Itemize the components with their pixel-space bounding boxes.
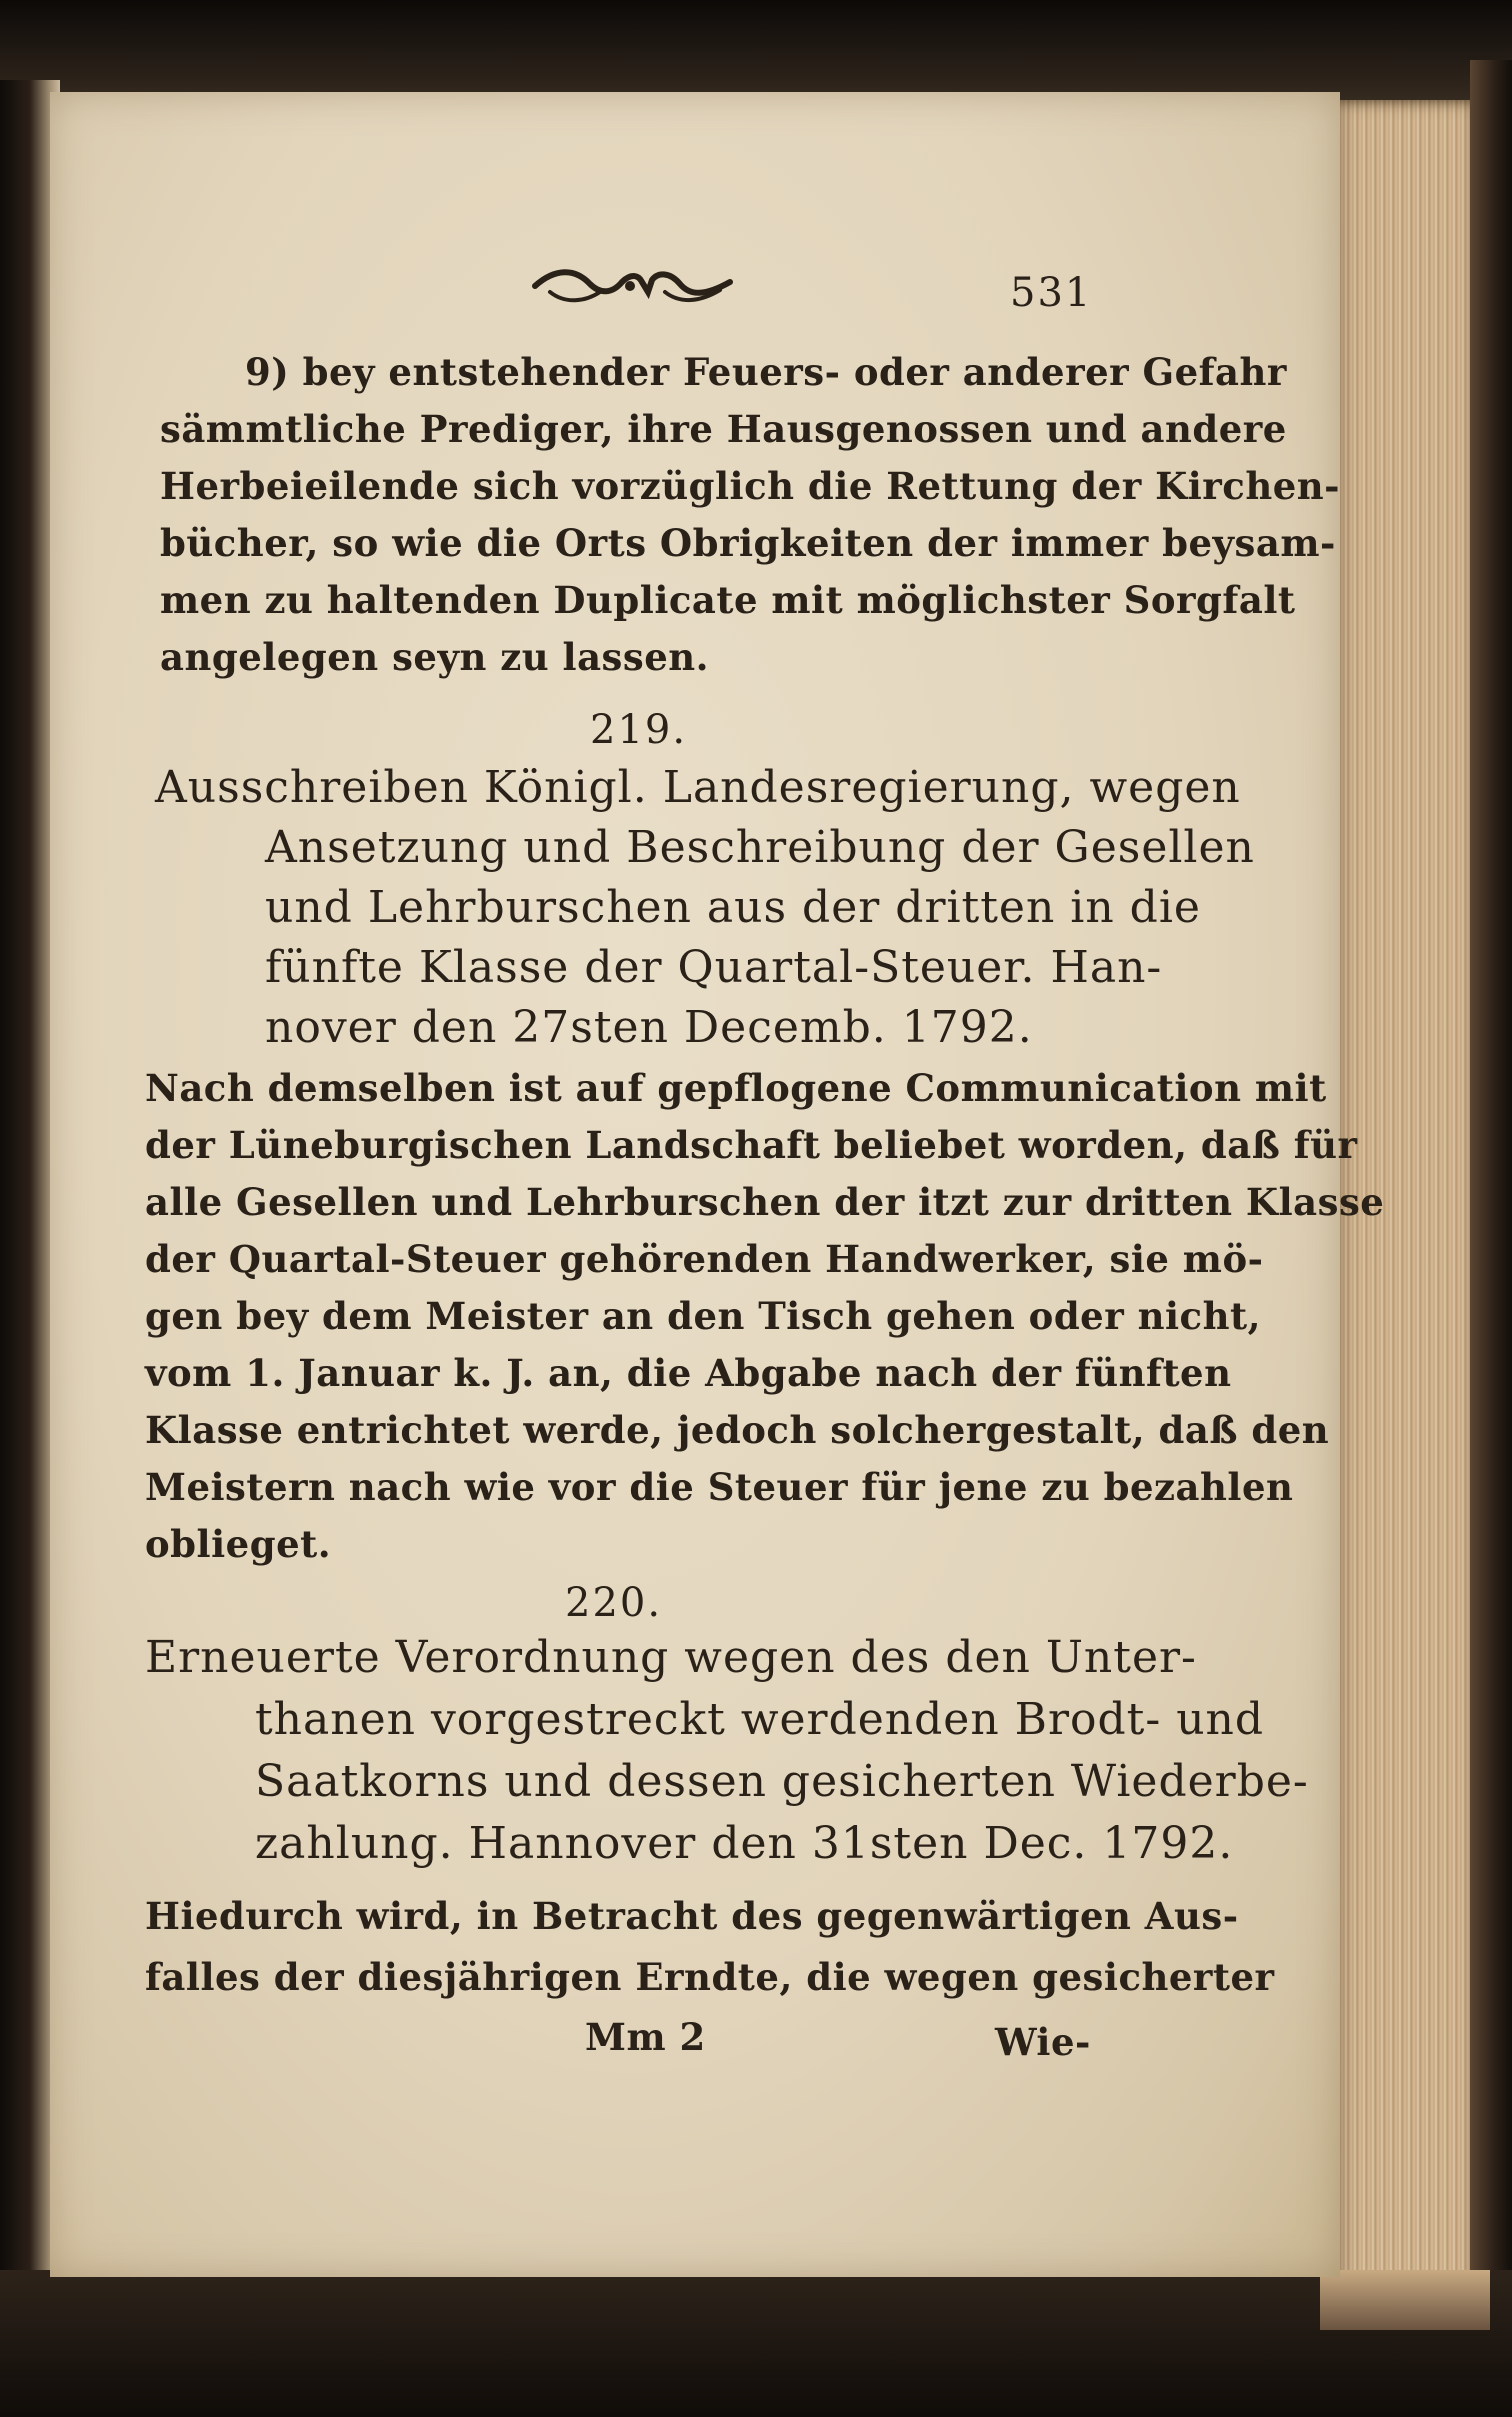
catchword: Wie-	[995, 2020, 1091, 2064]
signature-mark: Mm 2	[585, 2015, 706, 2059]
text-line: Nach demselben ist auf gepflogene Communication mit	[145, 1066, 1327, 1110]
text-line: alle Gesellen und Lehrburschen der itzt zur dritten Klasse	[145, 1180, 1385, 1224]
text-line: falles der diesjährigen Erndte, die wegen gesicherter	[145, 1955, 1275, 1999]
section-heading-line: nover den 27sten Decemb. 1792.	[265, 1002, 1033, 1053]
section-number: 220.	[565, 1580, 663, 1626]
section-heading-line: Erneuerte Verordnung wegen des den Unter-	[145, 1632, 1197, 1683]
section-heading-line: thanen vorgestreckt werdenden Brodt- und	[255, 1694, 1265, 1745]
text-line: oblieget.	[145, 1522, 332, 1566]
text-line: der Lüneburgischen Landschaft beliebet worden, daß für	[145, 1123, 1358, 1167]
text-line: sämmtliche Prediger, ihre Hausgenossen und andere	[160, 407, 1287, 451]
text-line: Herbeieilende sich vorzüglich die Rettung der Kirchen-	[160, 464, 1341, 508]
text-line: bücher, so wie die Orts Obrigkeiten der immer beysam-	[160, 521, 1336, 565]
section-heading-line: Ansetzung und Beschreibung der Gesellen	[265, 822, 1255, 873]
section-heading-line: Ausschreiben Königl. Landesregierung, wegen	[155, 762, 1241, 813]
section-number: 219.	[590, 707, 688, 753]
text-line: gen bey dem Meister an den Tisch gehen oder nicht,	[145, 1294, 1261, 1338]
text-line: vom 1. Januar k. J. an, die Abgabe nach der fünften	[145, 1351, 1232, 1395]
text-line: Klasse entrichtet werde, jedoch solchergestalt, daß den	[145, 1408, 1330, 1452]
book-cover-edge	[1470, 60, 1512, 2417]
text-line: 9) bey entstehender Feuers- oder anderer Gefahr	[245, 350, 1287, 394]
section-heading-line: zahlung. Hannover den 31sten Dec. 1792.	[255, 1818, 1234, 1869]
text-line: Meistern nach wie vor die Steuer für jene zu bezahlen	[145, 1465, 1294, 1509]
section-heading-line: fünfte Klasse der Quartal-Steuer. Han-	[265, 942, 1163, 993]
ornament-icon	[530, 262, 735, 310]
book-bottom-edge	[0, 2270, 1512, 2417]
text-line: men zu haltenden Duplicate mit möglichster Sorgfalt	[160, 578, 1296, 622]
page-stack-bottom	[1320, 2270, 1490, 2330]
section-heading-line: Saatkorns und dessen gesicherten Wiederbe-	[255, 1756, 1309, 1807]
text-line: der Quartal-Steuer gehörenden Handwerker, sie mö-	[145, 1237, 1264, 1281]
text-line: angelegen seyn zu lassen.	[160, 635, 710, 679]
page-number: 531	[1010, 270, 1093, 316]
section-heading-line: und Lehrburschen aus der dritten in die	[265, 882, 1201, 933]
text-line: Hiedurch wird, in Betracht des gegenwärtigen Aus-	[145, 1894, 1239, 1938]
